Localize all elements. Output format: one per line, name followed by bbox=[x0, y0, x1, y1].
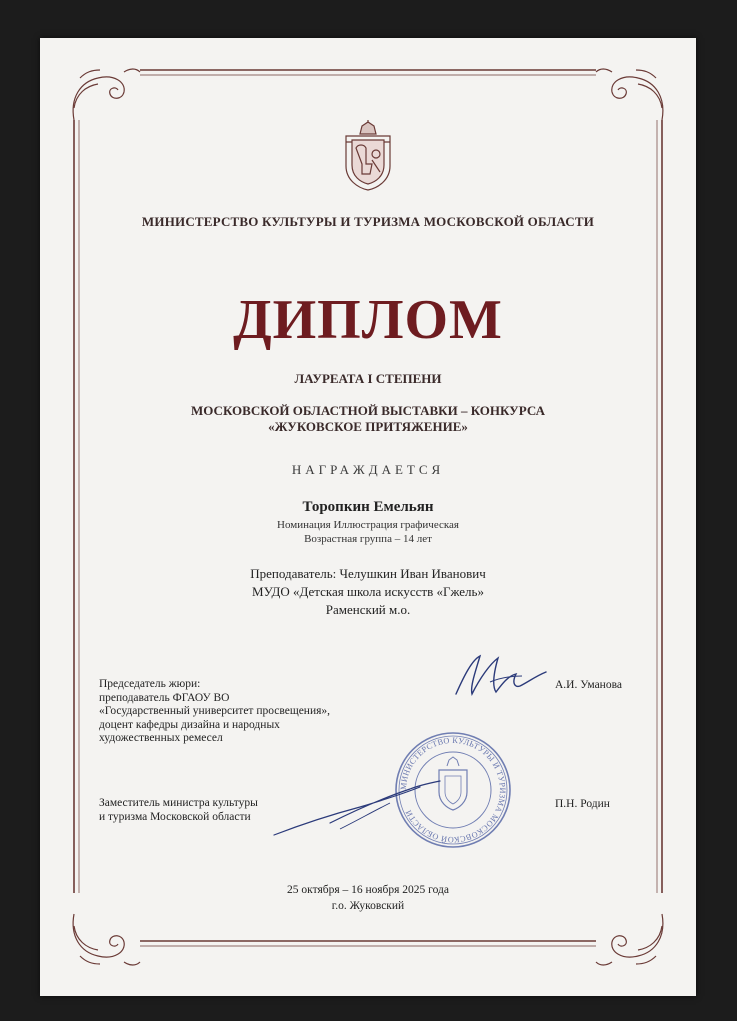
jury-chair-block bbox=[99, 678, 330, 746]
coat-of-arms-icon bbox=[342, 120, 394, 192]
seal-text: МИНИСТЕРСТВО КУЛЬТУРЫ И ТУРИЗМА МОСКОВСКОЙ ОБЛАСТИ bbox=[398, 735, 508, 845]
jury-line: «Государственный университет просвещения», bbox=[99, 705, 331, 717]
age-group: Возрастная группа – 14 лет bbox=[304, 533, 432, 545]
exhibition-title-line2: «ЖУКОВСКОЕ ПРИТЯЖЕНИЕ» bbox=[268, 419, 468, 434]
school: МУДО «Детская школа искусств «Гжель» bbox=[252, 584, 484, 599]
event-city: г.о. Жуковский bbox=[331, 900, 405, 912]
jury-line: Председатель жюри: bbox=[99, 678, 201, 690]
deputy-signature bbox=[270, 773, 450, 843]
jury-signature bbox=[450, 646, 550, 701]
diploma-sheet bbox=[40, 38, 696, 996]
laureate-degree: ЛАУРЕАТА I СТЕПЕНИ bbox=[294, 371, 442, 386]
recipient-name: Торопкин Емельян bbox=[302, 499, 434, 515]
awarded-heading: НАГРАЖДАЕТСЯ bbox=[291, 462, 445, 477]
deputy-minister-block bbox=[99, 797, 258, 824]
deputy-line: Заместитель министра культуры bbox=[99, 797, 258, 809]
page-title: ДИПЛОМ bbox=[233, 289, 503, 351]
jury-line: преподаватель ФГАОУ ВО bbox=[99, 691, 230, 704]
nomination: Номинация Иллюстрация графическая bbox=[277, 519, 459, 531]
district: Раменский м.о. bbox=[325, 602, 411, 617]
jury-line: художественных ремесел bbox=[99, 732, 223, 744]
teacher: Преподаватель: Челушкин Иван Иванович bbox=[250, 566, 486, 581]
jury-signatory-name: А.И. Уманова bbox=[555, 679, 622, 691]
ministry-name: МИНИСТЕРСТВО КУЛЬТУРЫ И ТУРИЗМА МОСКОВСКОЙ ОБЛАСТИ bbox=[141, 214, 595, 229]
exhibition-title-line1: МОСКОВСКОЙ ОБЛАСТНОЙ ВЫСТАВКИ – КОНКУРСА bbox=[191, 403, 545, 418]
deputy-line: и туризма Московской области bbox=[99, 810, 251, 823]
jury-line: доцент кафедры дизайна и народных bbox=[99, 718, 280, 731]
event-dates: 25 октября – 16 ноября 2025 года bbox=[287, 884, 449, 896]
deputy-signatory-name: П.Н. Родин bbox=[555, 798, 610, 810]
